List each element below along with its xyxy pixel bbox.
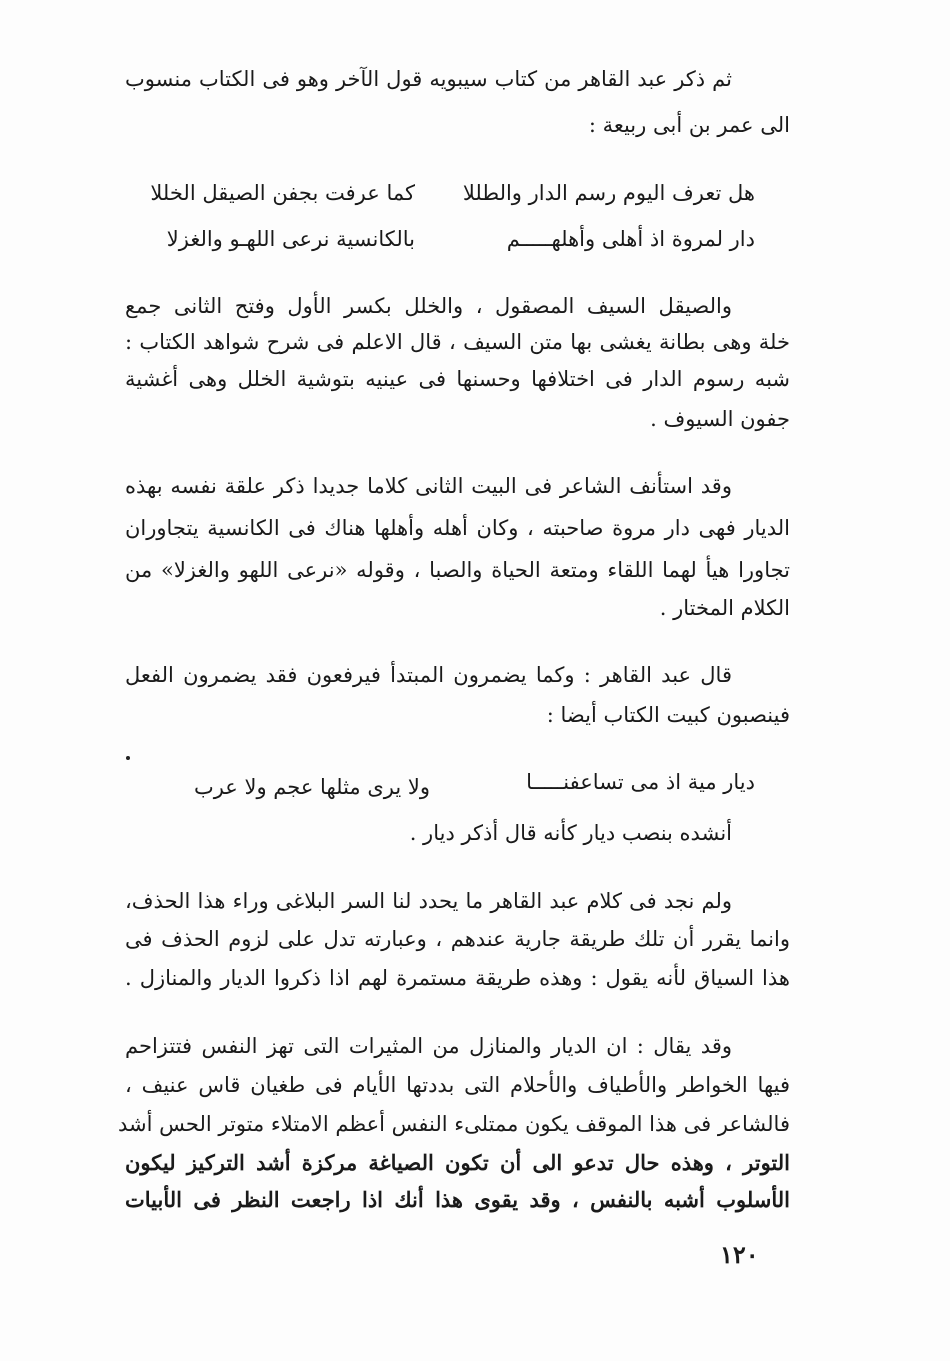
- text-line: وقد يقال : ان الديار والمنازل من المثيرات التى تهز النفس فتتزاحم: [125, 1034, 732, 1058]
- text-line: فيها الخواطر والأطياف والأحلام التى بددتها الأيام فى طغيان قاس عنيف ،: [125, 1073, 790, 1097]
- page-number: ١٢٠: [720, 1240, 759, 1269]
- text-line: جفون السيوف .: [650, 407, 790, 431]
- text-line: هذا السياق لأنه يقول : وهذه طريقة مستمرة لهم اذا ذكروا الديار والمنازل .: [125, 966, 790, 990]
- verse-first-hemistich: دار لمروة اذ أهلى وأهلهـــــم: [506, 227, 755, 251]
- text-line: وقد استأنف الشاعر فى البيت الثانى كلاما جديدا ذكر علقة نفسه بهذه: [125, 474, 732, 498]
- text-line: والصيقل السيف المصقول ، والخلل بكسر الأول وفتح الثانى جمع: [125, 294, 732, 318]
- text-line: خلة وهى بطانة يغشى بها متن السيف ، قال الاعلم فى شرح شواهد الكتاب :: [125, 330, 790, 354]
- text-line: فينصبون كبيت الكتاب أيضا :: [546, 703, 790, 727]
- text-line: الأسلوب أشبه بالنفس ، وقد يقوى هذا أنك اذا راجعت النظر فى الأبيات: [125, 1187, 790, 1212]
- text-line: التوتر ، وهذه حال تدعو الى أن تكون الصياغة مركزة أشد التركيز ليكون: [125, 1150, 790, 1175]
- text-line: الكلام المختار .: [659, 596, 790, 620]
- text-line: وانما يقرر أن تلك طريقة جارية عندهم ، وعبارته تدل على لزوم الحذف فى: [125, 927, 790, 951]
- print-speck: [126, 756, 130, 760]
- text-line: الى عمر بن أبى ربيعة :: [588, 113, 790, 137]
- text-line: قال عبد القاهر : وكما يضمرون المبتدأ فيرفعون فقد يضمرون الفعل: [125, 663, 732, 687]
- verse-first-hemistich: هل تعرف اليوم رسم الدار والطللا: [462, 181, 755, 205]
- text-line: الديار فهى دار مروة صاحبته ، وكان أهله وأهلها هناك فى الكانسية يتجاوران: [125, 516, 790, 540]
- verse-note: أنشده بنصب ديار كأنه قال أذكر ديار .: [409, 821, 732, 845]
- text-line: تجاورا هيأ لهما اللقاء ومتعة الحياة والصبا ، وقوله «نرعى اللهو والغزلا» من: [125, 558, 790, 582]
- text-line: شبه رسوم الدار فى اختلافها وحسنها فى عينيه بتوشية الخلل وهى أغشية: [125, 367, 790, 391]
- verse-second-hemistich: بالكانسية نرعى اللهـو والغزلا: [166, 227, 415, 251]
- text-line: ولم نجد فى كلام عبد القاهر ما يحدد لنا السر البلاغى وراء هذا الحذف،: [125, 889, 732, 913]
- text-line: فالشاعر فى هذا الموقف يكون ممتلىء النفس أعظم الامتلاء متوتر الحس أشد: [118, 1112, 790, 1136]
- verse-second-hemistich: ولا يرى مثلها عجم ولا عرب: [193, 775, 430, 799]
- verse-first-hemistich: ديار مية اذ مى تساعفنـــــا: [526, 770, 755, 794]
- verse-second-hemistich: كما عرفت بجفن الصيقل الخللا: [150, 181, 415, 205]
- text-line: ثم ذكر عبد القاهر من كتاب سيبويه قول الآخر وهو فى الكتاب منسوب: [125, 67, 732, 91]
